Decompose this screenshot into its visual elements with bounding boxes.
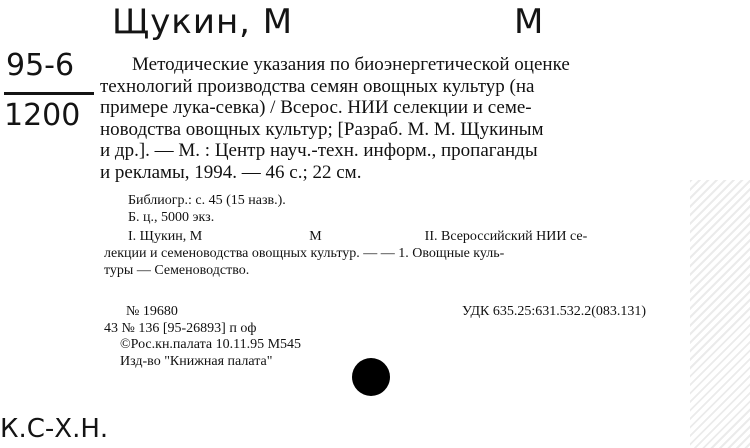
shelf-mark-divider [4, 92, 94, 95]
shelf-mark-bottom: 1200 [4, 98, 81, 133]
handwritten-author: Щукин, М [112, 2, 294, 42]
publisher-line: Изд-во "Книжная палата" [120, 353, 273, 369]
main-entry-line: примере лука-севка) / Всерос. НИИ селекции и семе- [100, 97, 532, 118]
added-entry-institution: II. Всероссийский НИИ се- [424, 229, 588, 244]
udk-code: УДК 635.25:631.532.2(083.131) [462, 304, 647, 319]
main-entry-line: технологий производства семян овощных культур (на [100, 75, 535, 97]
shelf-mark-top: 95-6 [6, 48, 75, 83]
scan-noise [690, 180, 750, 448]
imprint [104, 304, 301, 370]
handwritten-footer: К.С-Х.Н. [0, 414, 109, 444]
card-number: № 19680 [126, 304, 178, 319]
main-entry-line: и рекламы, 1994. — 46 с.; 22 см. [100, 161, 362, 183]
punch-hole [352, 358, 390, 396]
added-entry-line: лекции и семеноводства овощных культур. — — 1. Овощные куль- [104, 246, 505, 261]
main-entry-line: и др.]. — М. : Центр науч.-техн. информ., пропаганды [100, 140, 538, 161]
handwritten-initial: М [514, 2, 544, 42]
added-entry-author: I. Щукин, М [128, 229, 203, 244]
order-number: 43 № 136 [95-26893] п оф [104, 320, 257, 336]
main-entry-line: Методические указания по биоэнергетической оценке [132, 54, 570, 75]
added-entry-initial: М [309, 229, 322, 244]
price-note: Б. ц., 5000 экз. [128, 210, 215, 225]
notes [104, 192, 286, 226]
bibliography-note: Библиогр.: с. 45 (15 назв.). [128, 193, 286, 208]
copyright-line: ©Рос.кн.палата 10.11.95 М545 [120, 337, 302, 352]
added-entries [104, 228, 587, 279]
added-entry-line: туры — Семеноводство. [104, 263, 250, 278]
main-entry-line: новодства овощных культур; [Разраб. М. М. Щукиным [100, 118, 544, 140]
main-entry [100, 54, 700, 183]
